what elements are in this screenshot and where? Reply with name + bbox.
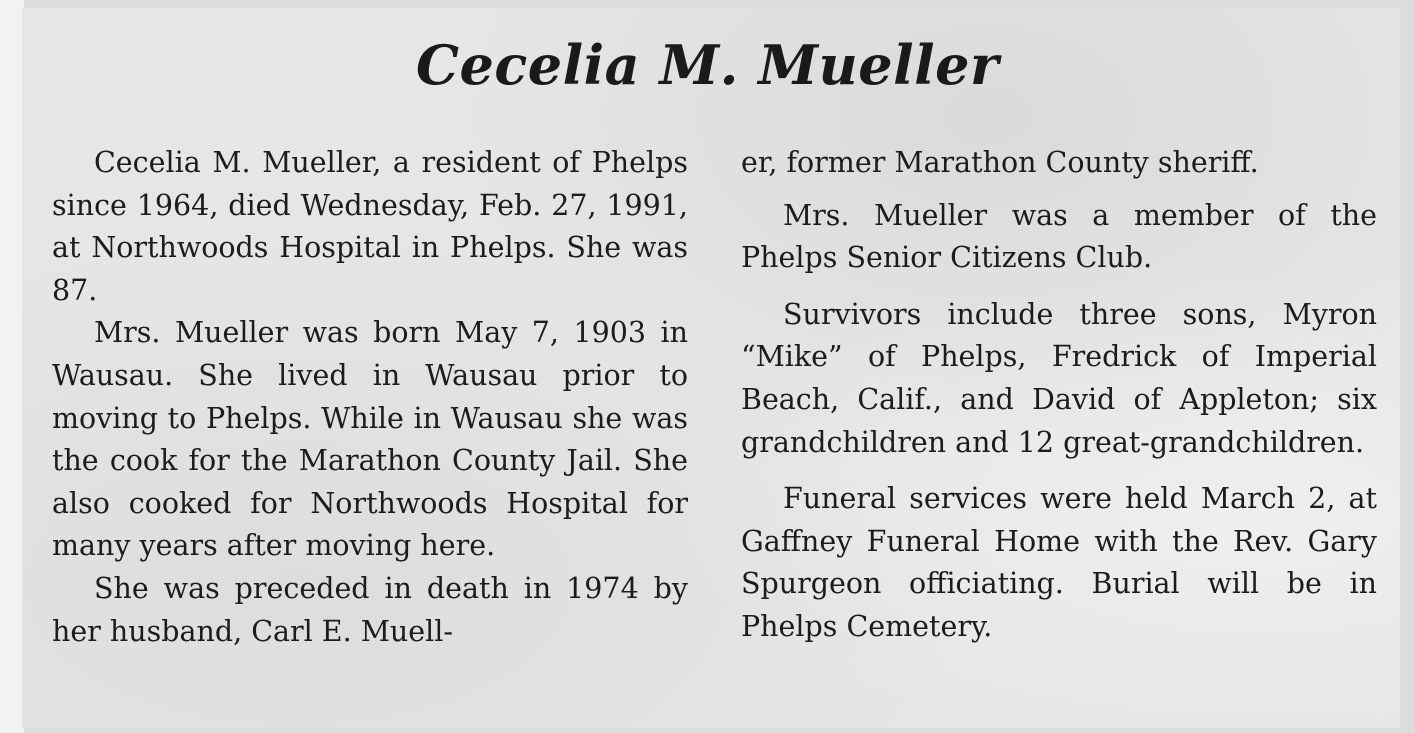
article-column-left xyxy=(52,142,688,653)
paragraph-preceded-in-death: She was preceded in death in 1974 by her husband, Carl E. Muell- xyxy=(52,571,688,648)
obituary-title: Cecelia M. Mueller xyxy=(416,33,999,97)
paragraph-survivors: Survivors include three sons, Myron “Mike” of Phelps, Fredrick of Imperial Beach, Calif., and David of Appleton; six grandchildren and 12 great-grandchildren. xyxy=(741,297,1377,459)
article-column-right xyxy=(741,142,1377,649)
paragraph-funeral-services: Funeral services were held March 2, at Gaffney Funeral Home with the Rev. Gary Spurgeon officiating. Burial will be in Phelps Cemetery. xyxy=(741,482,1377,643)
paragraph-death-notice: Cecelia M. Mueller, a resident of Phelps since 1964, died Wednesday, Feb. 27, 1991, at Northwoods Hospital in Phelps. She was 87. xyxy=(52,146,688,307)
paragraph-biography: Mrs. Mueller was born May 7, 1903 in Wausau. She lived in Wausau prior to moving to Phelps. While in Wausau she was the cook for the Marathon County Jail. She also cooked for Northwoods Hospital for many years after moving here. xyxy=(52,316,688,563)
paragraph-membership: Mrs. Mueller was a member of the Phelps Senior Citizens Club. xyxy=(741,198,1377,275)
clipping-edge xyxy=(0,0,24,733)
paragraph-preceded-in-death-continued: er, former Marathon County sheriff. xyxy=(741,146,1259,179)
